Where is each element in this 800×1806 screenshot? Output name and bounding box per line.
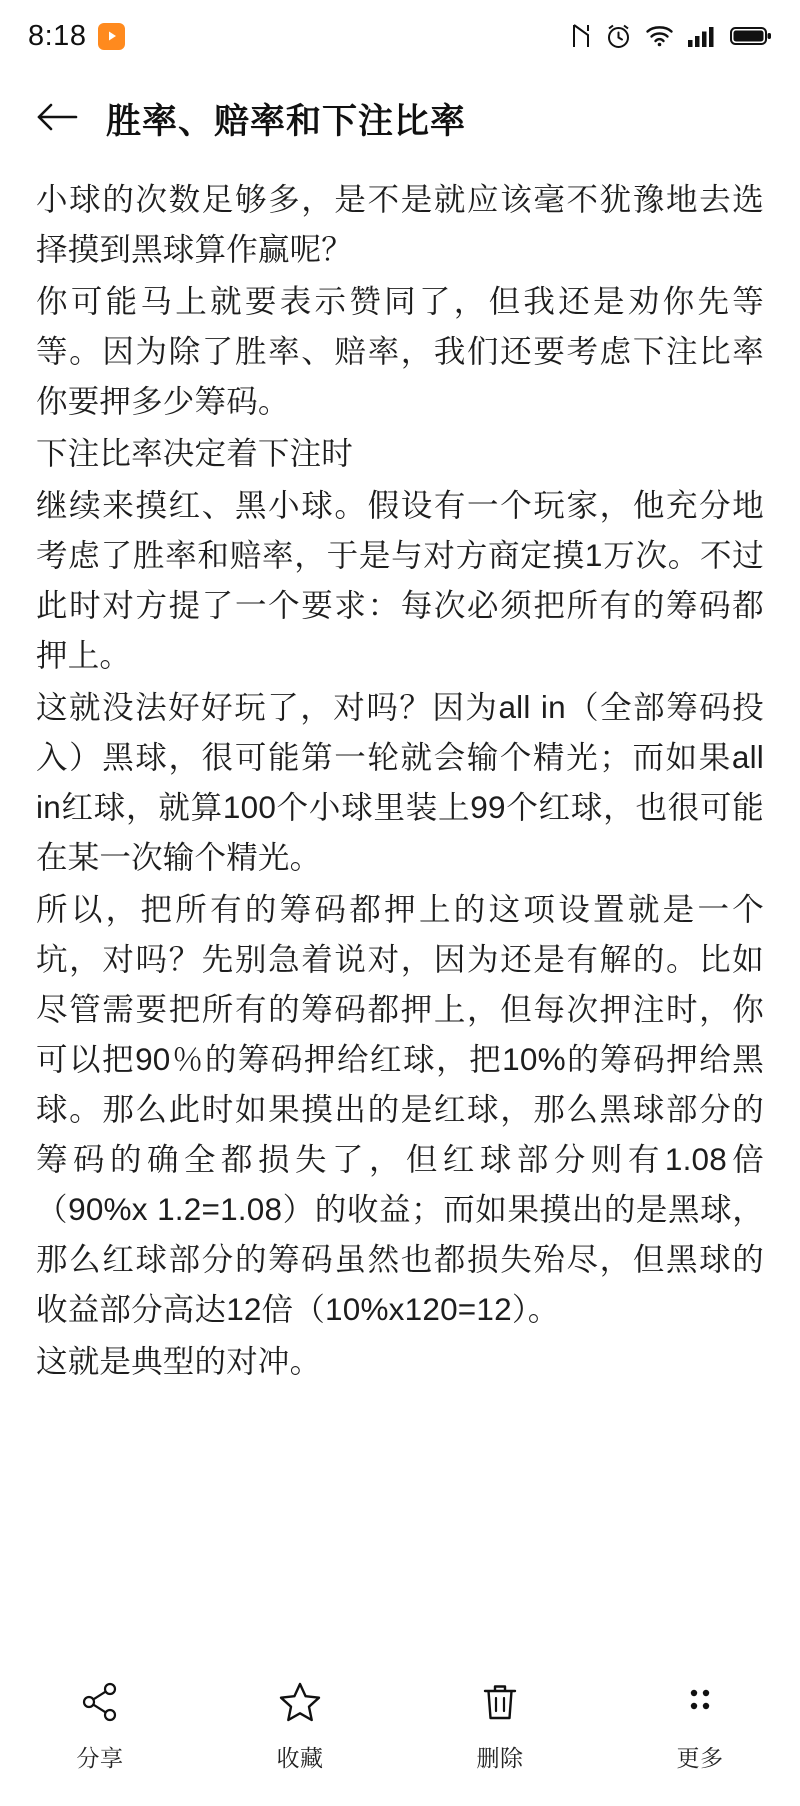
share-label: 分享 — [76, 1745, 124, 1771]
signal-icon — [687, 24, 717, 48]
share-button[interactable] — [0, 1678, 200, 1773]
delete-button[interactable] — [400, 1678, 600, 1773]
article-paragraph: 下注比率决定着下注时 — [36, 435, 354, 471]
star-favorite-icon — [278, 1678, 322, 1726]
favorite-button[interactable] — [200, 1678, 400, 1773]
article-paragraph: 继续来摸红、黑小球。假设有一个玩家，他充分地考虑了胜率和赔率，于是与对方商定摸1万次。不过此时对方提了一个要求：每次必须把所有的筹码都押上。 — [36, 487, 764, 673]
trash-delete-icon — [478, 1678, 522, 1726]
favorite-label: 收藏 — [276, 1745, 324, 1771]
share-icon — [78, 1678, 122, 1726]
bottom-toolbar — [0, 1656, 800, 1806]
back-arrow-icon — [36, 101, 78, 138]
article-paragraph: 这就是典型的对冲。 — [36, 1343, 322, 1379]
delete-label: 删除 — [476, 1745, 524, 1771]
article-paragraph: 所以，把所有的筹码都押上的这项设置就是一个坑，对吗？先别急着说对，因为还是有解的。比如尽管需要把所有的筹码都押上，但每次押注时，你可以把90％的筹码押给红球，把10%的筹码押给黑球。那么此时如果摸出的是红球，那么黑球部分的筹码的确全都损失了，但红球部分则有1.08倍（90%x 1.2=1.08）的收益；而如果摸出的是黑球，那么红球部分的筹码虽然也都损失殆尽，但黑球的收益部分高达12倍（10%x120=12）。 — [36, 891, 764, 1327]
status-bar-right — [570, 22, 772, 50]
more-label: 更多 — [676, 1745, 724, 1771]
status-clock: 8:18 — [28, 19, 87, 52]
article-paragraph: 这就没法好好玩了，对吗？因为all in（全部筹码投入）黑球，很可能第一轮就会输个精光；而如果all in红球，就算100个小球里装上99个红球，也很可能在某一次输个精光。 — [36, 689, 764, 875]
wifi-icon — [645, 24, 674, 48]
alarm-icon — [605, 23, 632, 50]
page-header — [0, 72, 800, 154]
back-button[interactable] — [34, 96, 80, 142]
article-body — [0, 154, 800, 1386]
page-title: 胜率、赔率和下注比率 — [106, 102, 467, 141]
status-bar — [0, 0, 800, 72]
more-button[interactable] — [600, 1678, 800, 1773]
media-play-badge-icon — [98, 23, 125, 50]
battery-icon — [730, 24, 772, 48]
more-dots-icon — [678, 1678, 722, 1726]
status-bar-left — [28, 20, 125, 53]
article-paragraph: 你可能马上就要表示赞同了，但我还是劝你先等等。因为除了胜率、赔率，我们还要考虑下注比率你要押多少筹码。 — [36, 283, 764, 419]
nfc-icon — [570, 22, 592, 50]
article-paragraph: 小球的次数足够多，是不是就应该毫不犹豫地去选择摸到黑球算作赢呢？ — [36, 181, 764, 267]
